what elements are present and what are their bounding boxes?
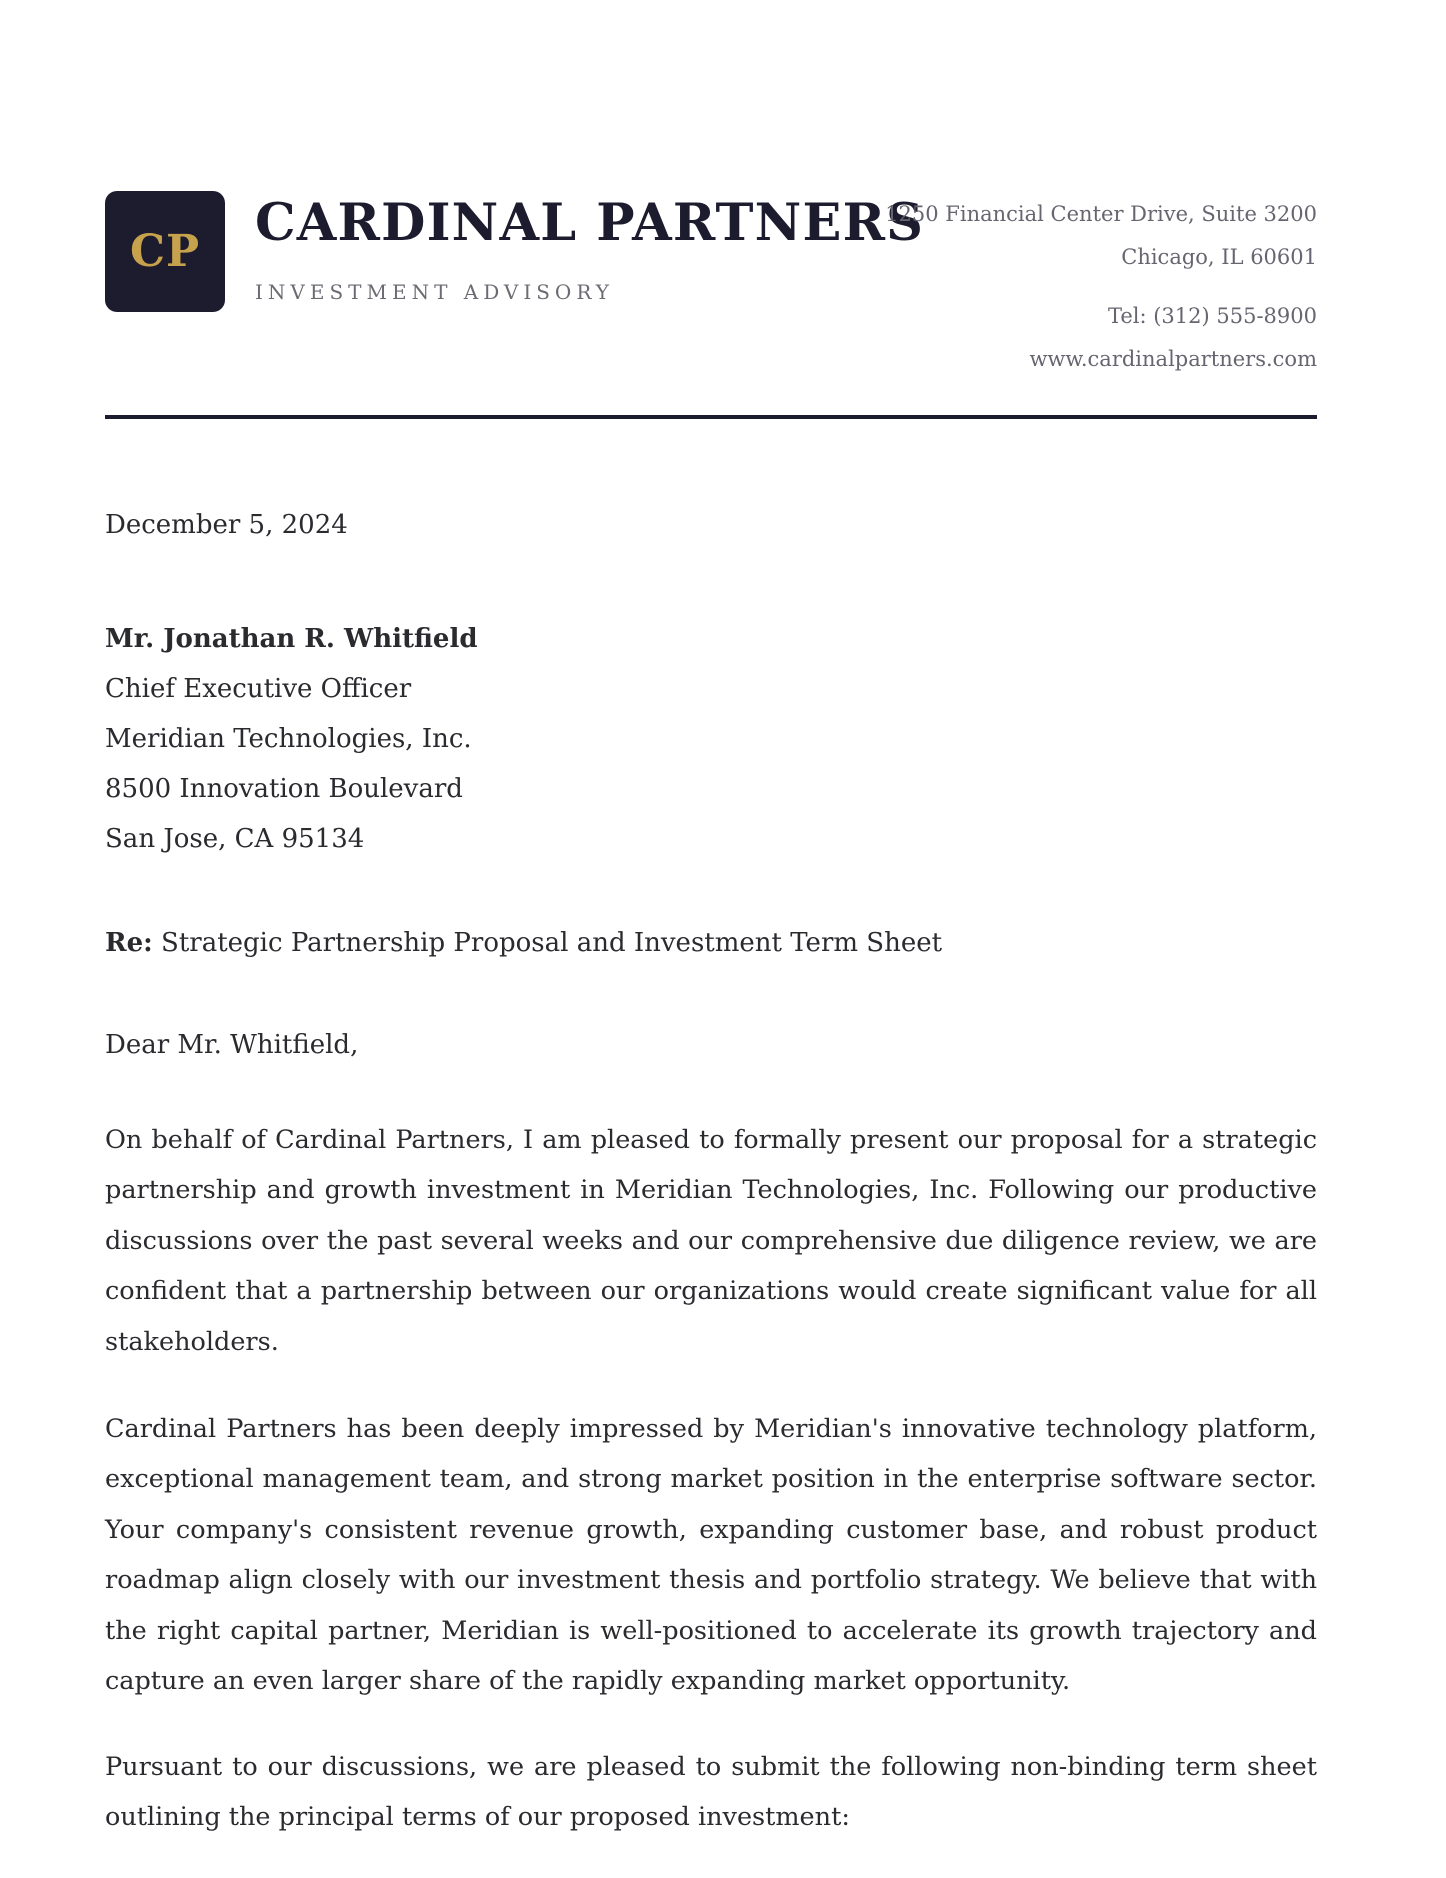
body-paragraph-2: Cardinal Partners has been deeply impressed by Meridian's innovative technology platform, exceptional management team, and strong market position in the enterprise software sector. Your company's consistent revenue growth, expanding customer base, and robust product roadmap align closely with our investment thesis and portfolio strategy. We believe that with the right capital partner, Meridian is well-positioned to accelerate its growth trajectory and capture an even larger share of the rapidly expanding market opportunity. bbox=[105, 1414, 1317, 1697]
letterhead-divider bbox=[105, 415, 1317, 419]
firm-logo bbox=[105, 191, 225, 312]
firm-name: CARDINAL PARTNERS bbox=[255, 193, 925, 253]
recipient-city: San Jose, CA 95134 bbox=[105, 824, 365, 854]
recipient-name: Mr. Jonathan R. Whitfield bbox=[105, 624, 478, 654]
subject-line bbox=[105, 928, 942, 958]
website-link[interactable]: www.cardinalpartners.com bbox=[1029, 347, 1317, 371]
subject-text: Strategic Partnership Proposal and Investment Term Sheet bbox=[161, 928, 943, 958]
letter-page bbox=[105, 0, 1317, 1878]
letterhead bbox=[105, 191, 1317, 421]
body-paragraph-1: On behalf of Cardinal Partners, I am pleased to formally present our proposal for a strategic partnership and growth investment in Meridian Technologies, Inc. Following our productive discussions over the past several weeks and our comprehensive due diligence review, we are confident that a partnership between our organizations would create significant value for all stakeholders. bbox=[105, 1125, 1317, 1357]
logo-initials: CP bbox=[129, 226, 201, 277]
firm-contact-block bbox=[885, 193, 1317, 381]
subject-label: Re: bbox=[105, 928, 153, 958]
letter-date: December 5, 2024 bbox=[105, 510, 348, 540]
salutation: Dear Mr. Whitfield, bbox=[105, 1030, 359, 1060]
recipient-street: 8500 Innovation Boulevard bbox=[105, 774, 463, 804]
phone-number: Tel: (312) 555-8900 bbox=[1107, 304, 1317, 328]
contact-spacer bbox=[885, 279, 1317, 295]
address-line-2: Chicago, IL 60601 bbox=[1121, 245, 1317, 269]
firm-tagline: INVESTMENT ADVISORY bbox=[255, 280, 614, 304]
body-paragraph-3: Pursuant to our discussions, we are pleased to submit the following non-binding term sheet outlining the principal terms of our proposed investment: bbox=[105, 1752, 1317, 1833]
recipient-company: Meridian Technologies, Inc. bbox=[105, 724, 472, 754]
recipient-title: Chief Executive Officer bbox=[105, 674, 412, 704]
address-line-1: 1250 Financial Center Drive, Suite 3200 bbox=[885, 202, 1317, 226]
recipient-block bbox=[105, 614, 478, 864]
